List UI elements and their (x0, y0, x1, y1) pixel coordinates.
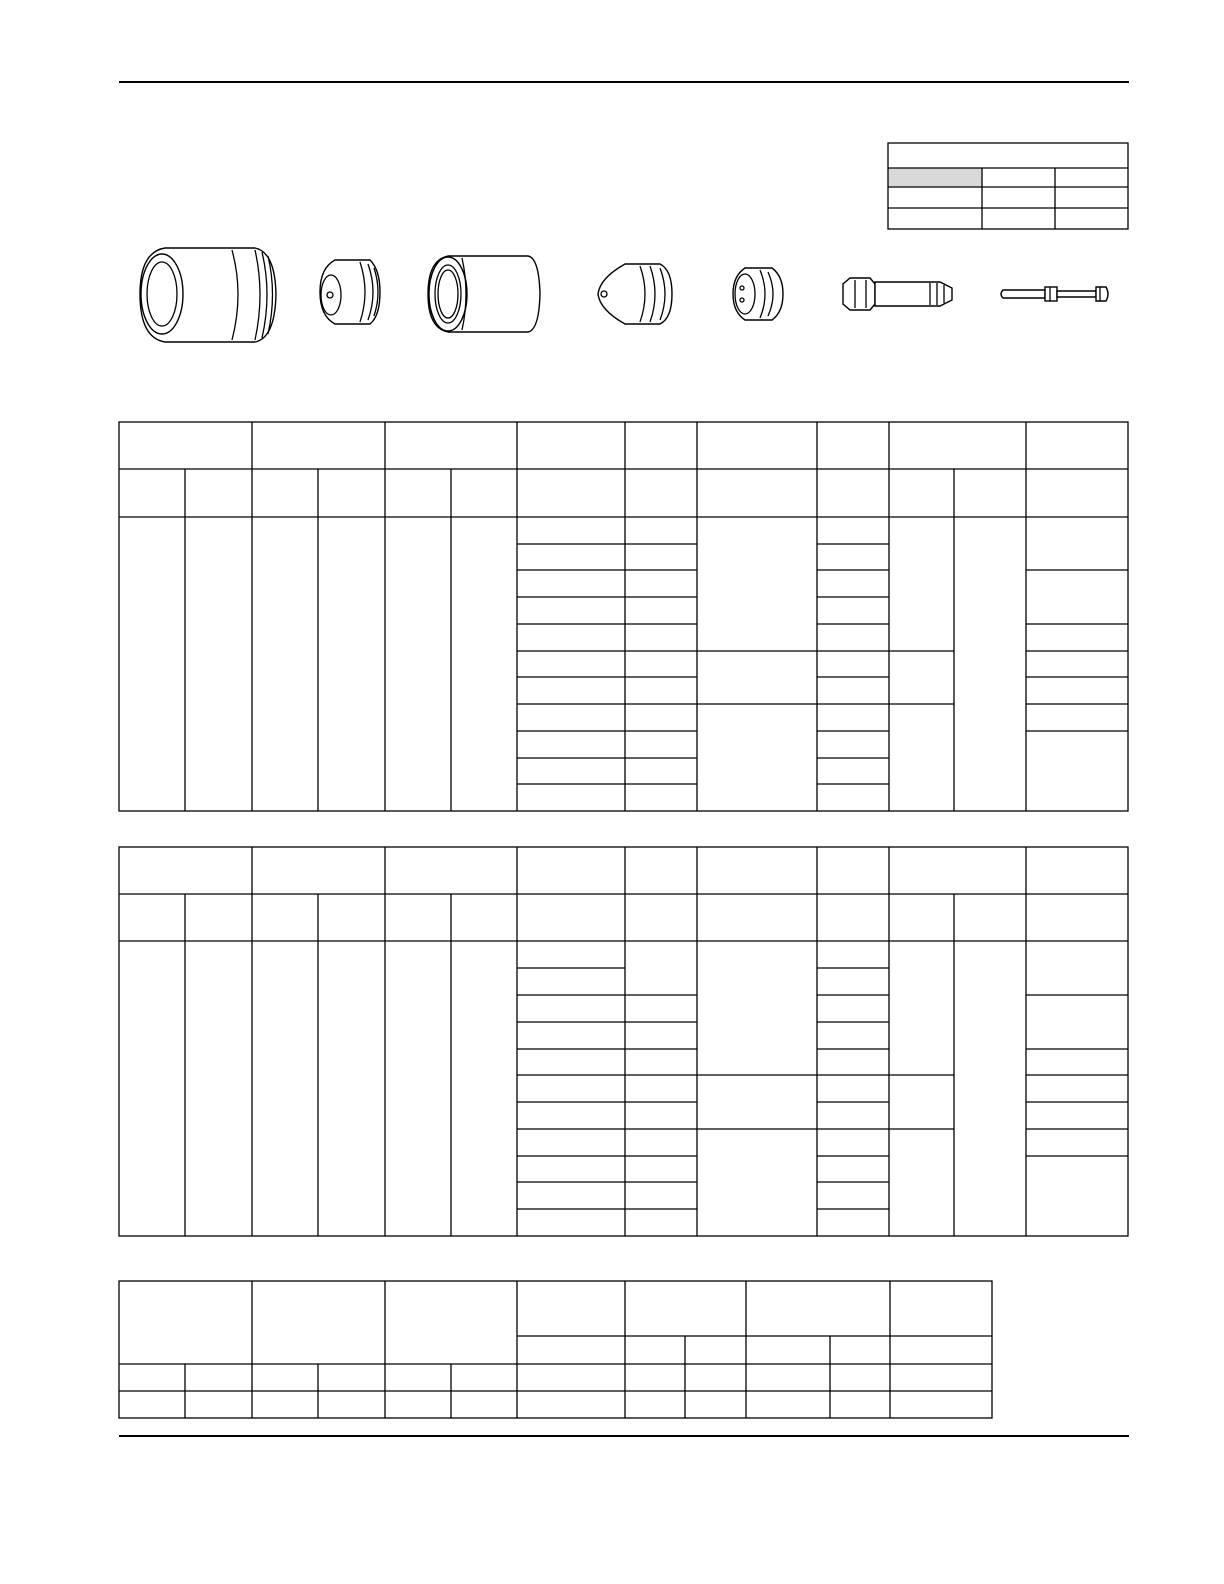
electrode-icon (843, 278, 952, 310)
nozzle-icon (598, 264, 672, 324)
legend-highlight-cell (888, 168, 982, 187)
water-tube-icon (1001, 287, 1108, 301)
legend-box (888, 143, 1128, 229)
swirl-ring-icon (733, 268, 783, 320)
shield-cap-icon (320, 260, 380, 324)
footer-rule (119, 1435, 1129, 1437)
process-table-1 (119, 422, 1128, 811)
summary-table (119, 1281, 992, 1418)
retaining-cap-icon (428, 256, 540, 332)
shield-icon (140, 248, 276, 342)
process-table-2 (119, 847, 1128, 1236)
